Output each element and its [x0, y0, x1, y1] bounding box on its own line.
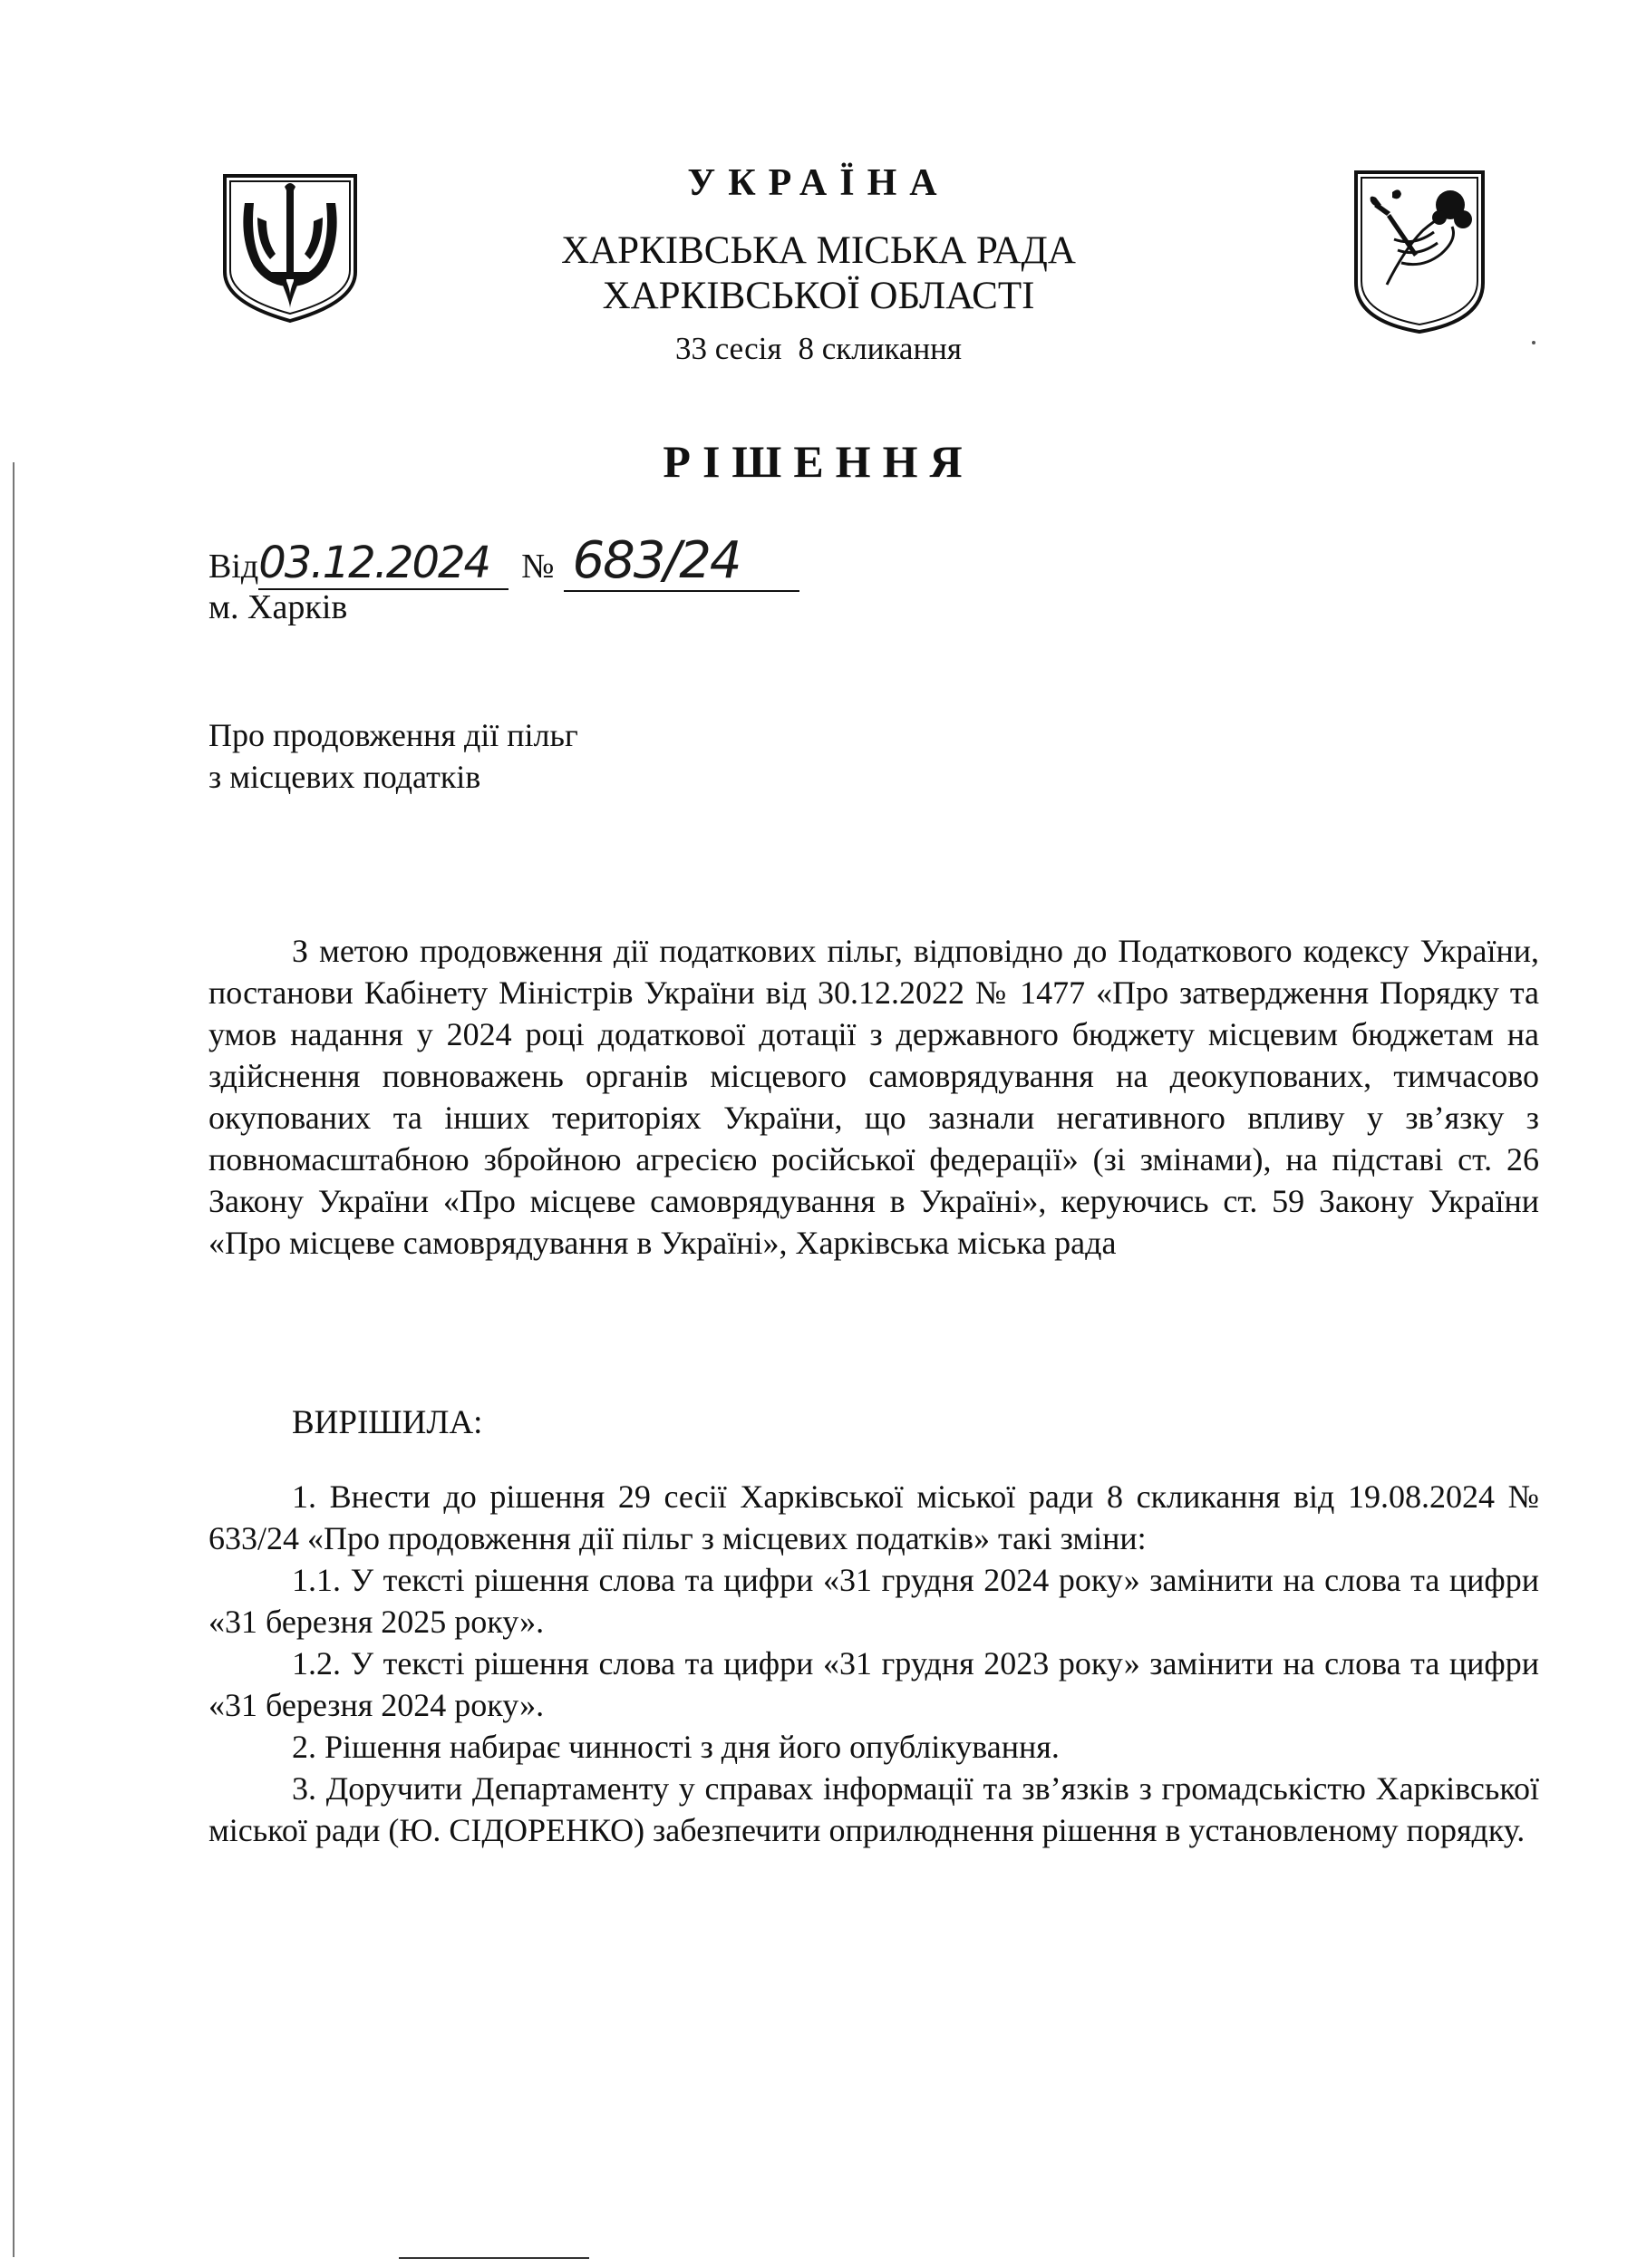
- date-number-line: [208, 531, 799, 592]
- preamble-paragraph: З метою продовження дії податкових пільг, відповідно до Податкового кодексу України, постанови Кабінету Міністрів України від 30.12.2022 № 1477 «Про затвердження Порядку та умов надання у 2024 році додаткової дотації з державного бюджету місцевим бюджетам на здійснення повноважень органів місцевого самоврядування на деокупованих, тимчасово окупованих та інших територіях України, що зазнали негативного впливу у зв’язку з повномасштабною збройною агресією російської федерації» (зі змінами), на підставі ст. 26 Закону України «Про місцеве самоврядування в Україні», керуючись ст. 59 Закону України «Про місцеве самоврядування в Україні», Харківська міська рада: [208, 933, 1539, 1261]
- city-label: м. Харків: [208, 588, 348, 626]
- council-heading: ХАРКІВСЬКА МІСЬКА РАДА: [561, 229, 1076, 272]
- country-heading: УКРАЇНА: [687, 162, 950, 204]
- decision-title: РІШЕННЯ: [663, 436, 974, 487]
- item-1-1: 1.1. У тексті рішення слова та цифри «31 грудня 2024 року» замінити на слова та цифри «31 березня 2025 року».: [208, 1562, 1539, 1640]
- number-sign: №: [521, 548, 555, 586]
- date-prefix: Від: [208, 548, 259, 586]
- handwritten-date: 03.12.2024: [258, 538, 509, 590]
- resolved-heading: ВИРІШИЛА:: [292, 1404, 483, 1441]
- region-heading: ХАРКІВСЬКОЇ ОБЛАСТІ: [602, 275, 1035, 317]
- session-number: 33 сесія: [674, 331, 782, 366]
- session-line: [0, 331, 1637, 367]
- handwritten-number: 683/24: [564, 531, 799, 592]
- item-1: 1. Внести до рішення 29 сесії Харківської міської ради 8 скликання від 19.08.2024 № 633/24 «Про продовження дії пільг з місцевих податків» такі зміни:: [208, 1478, 1539, 1556]
- footer-rule: [399, 2257, 589, 2259]
- convocation: 8 скликання: [798, 331, 963, 366]
- subject-line-2: з місцевих податків: [208, 759, 481, 795]
- item-3: 3. Доручити Департаменту у справах інформації та зв’язків з громадськістю Харківської міської ради (Ю. СІДОРЕНКО) забезпечити оприлюднення рішення в установленому порядку.: [208, 1770, 1539, 1848]
- operative-items: [208, 1476, 1539, 1851]
- item-1-2: 1.2. У тексті рішення слова та цифри «31 грудня 2023 року» замінити на слова та цифри «31 березня 2024 року».: [208, 1645, 1539, 1723]
- item-2: 2. Рішення набирає чинності з дня його опублікування.: [292, 1729, 1060, 1765]
- scan-margin-line: [13, 462, 15, 2257]
- decision-subject: [208, 714, 578, 798]
- subject-line-1: Про продовження дії пільг: [208, 717, 578, 753]
